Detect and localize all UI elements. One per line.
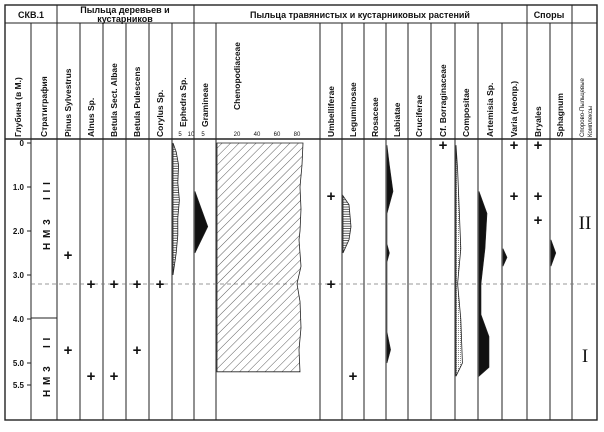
depth-tick-label: 4.0 [12, 315, 24, 324]
col-betula-albae: Betula Sect. Albae [109, 63, 119, 137]
curve-sphagnum [551, 240, 556, 266]
scale-cheno-20: 20 [233, 132, 241, 138]
well-title: СКВ.1 [18, 10, 44, 20]
curve-varia [503, 249, 507, 267]
curve-compos [456, 145, 462, 376]
col-strat: Стратиграфия [39, 76, 49, 137]
curve-labiat [387, 145, 393, 363]
presence-marker-umbell: + [326, 187, 336, 205]
strat-upper-roman: I I I [42, 181, 53, 200]
col-corylus: Corylus Sp. [155, 89, 165, 137]
col-leguminosae: Leguminosae [348, 82, 358, 137]
group-herbs-title: Пыльца травянистых и кустарниковых растений [250, 10, 470, 20]
depth-ticks [13, 139, 31, 390]
presence-marker-bryales: + [533, 187, 543, 205]
zone-lower-label: I [581, 346, 589, 367]
group-trees-line2: кустарников [97, 14, 153, 24]
col-complex-line1: Спорово-Пыльцевые [580, 78, 586, 137]
strat-upper-label: Н М 3 [42, 218, 53, 250]
depth-tick-label: 5.0 [12, 359, 24, 368]
presence-marker-umbell: + [326, 275, 336, 293]
scale-cheno-60: 60 [273, 132, 281, 138]
depth-tick-label: 0 [19, 139, 24, 148]
presence-marker-betula_pub: + [132, 275, 142, 293]
col-pinus: Pinus Sylvestrus [63, 68, 73, 137]
presence-marker-legum: + [348, 368, 358, 386]
column-headers [13, 42, 594, 137]
presence-marker-varia: + [509, 187, 519, 205]
scale-cheno-40: 40 [253, 132, 261, 138]
presence-marker-pinus: + [63, 341, 73, 359]
scale-ephedra-5: 5 [178, 132, 182, 138]
curve-ephedra [173, 143, 179, 275]
scale-cheno-80: 80 [293, 132, 301, 138]
presence-marker-betula_pub: + [132, 341, 142, 359]
presence-marker-alnus: + [86, 368, 96, 386]
strat-lower-roman: I I [42, 336, 53, 348]
presence-marker-betula_alb: + [109, 275, 119, 293]
col-artemisia: Artemisia Sp. [485, 82, 495, 137]
depth-tick-label: 5.5 [12, 381, 24, 390]
group-spores-title: Споры [533, 10, 565, 20]
presence-marker-betula_alb: + [109, 368, 119, 386]
depth-tick-label: 3.0 [12, 271, 24, 280]
curve-cheno [217, 143, 303, 372]
strat-lower-label: Н М 3 [42, 365, 53, 397]
presence-marker-bryales: + [533, 212, 543, 229]
presence-markers [64, 137, 543, 385]
col-sphagnum: Sphagnum [555, 93, 565, 137]
col-varia: Varia (неопр.) [509, 80, 519, 137]
depth-tick-label: 1.0 [12, 183, 24, 192]
col-gramineae: Gramineae [200, 83, 210, 127]
curve-gramineae [195, 191, 208, 253]
col-complex-line2: Комплексы [588, 105, 594, 137]
col-borraginaceae: Cf. Borraginaceae [438, 64, 448, 137]
col-bryales: Bryales [533, 106, 543, 137]
zone-upper-label: II [578, 213, 592, 234]
col-alnus: Alnus Sp. [86, 97, 96, 137]
col-betula-pulescens: Betula Pulescens [132, 66, 142, 137]
presence-marker-corylus: + [155, 275, 165, 293]
curve-legum [343, 196, 351, 253]
col-ephedra: Ephedra Sp. [178, 77, 188, 127]
col-chenopodiaceae: Chenopodiaceae [232, 41, 242, 110]
scale-gramineae-5: 5 [201, 132, 205, 138]
group-trees-line1: Пыльца деревьев и [80, 5, 170, 15]
col-depth: Глубина (в М.) [13, 77, 23, 137]
col-cruciferae: Cruciferae [414, 94, 424, 137]
presence-marker-bryales: + [533, 137, 543, 155]
presence-marker-alnus: + [86, 275, 96, 293]
presence-marker-borrag: + [438, 137, 448, 155]
depth-tick-label: 2.0 [12, 227, 24, 236]
col-compositae: Compositae [461, 88, 471, 137]
col-umbelliferae: Umbelliferae [326, 85, 336, 137]
col-labiatae: Labiatae [392, 102, 402, 137]
scale-ephedra-10: 10 [187, 132, 195, 138]
presence-marker-pinus: + [63, 247, 73, 265]
col-rosaceae: Rosaceae [370, 97, 380, 137]
presence-marker-varia: + [509, 137, 519, 155]
